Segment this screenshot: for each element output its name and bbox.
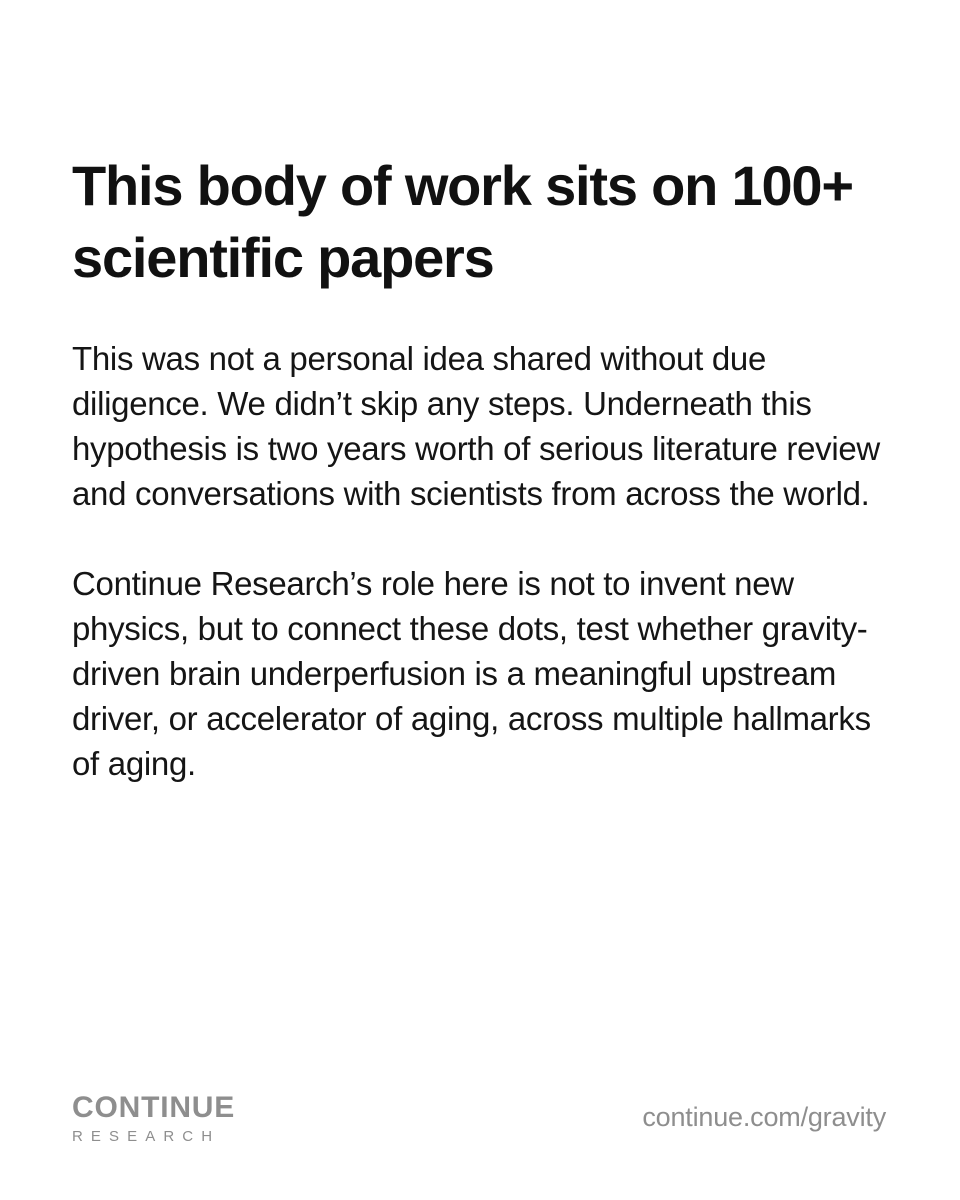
body-copy: [72, 336, 884, 786]
paragraph-1: This was not a personal idea shared without due diligence. We didn’t skip any steps. Underneath this hypothesis is two years worth of serious literature review and conversations with scientists from across the world.: [72, 340, 880, 512]
continue-research-logo: [72, 1092, 272, 1146]
logo-subtitle: RESEARCH: [72, 1128, 221, 1145]
logo-wordmark: CONTINUE: [72, 1091, 236, 1124]
headline: This body of work sits on 100+ scientific papers: [72, 154, 853, 289]
paragraph-2: Continue Research’s role here is not to invent new physics, but to connect these dots, test whether gravity-driven brain underperfusion is a meaningful upstream driver, or accelerator of aging, across multiple hallmarks of aging.: [72, 565, 871, 782]
footer-url: continue.com/gravity: [642, 1102, 886, 1132]
